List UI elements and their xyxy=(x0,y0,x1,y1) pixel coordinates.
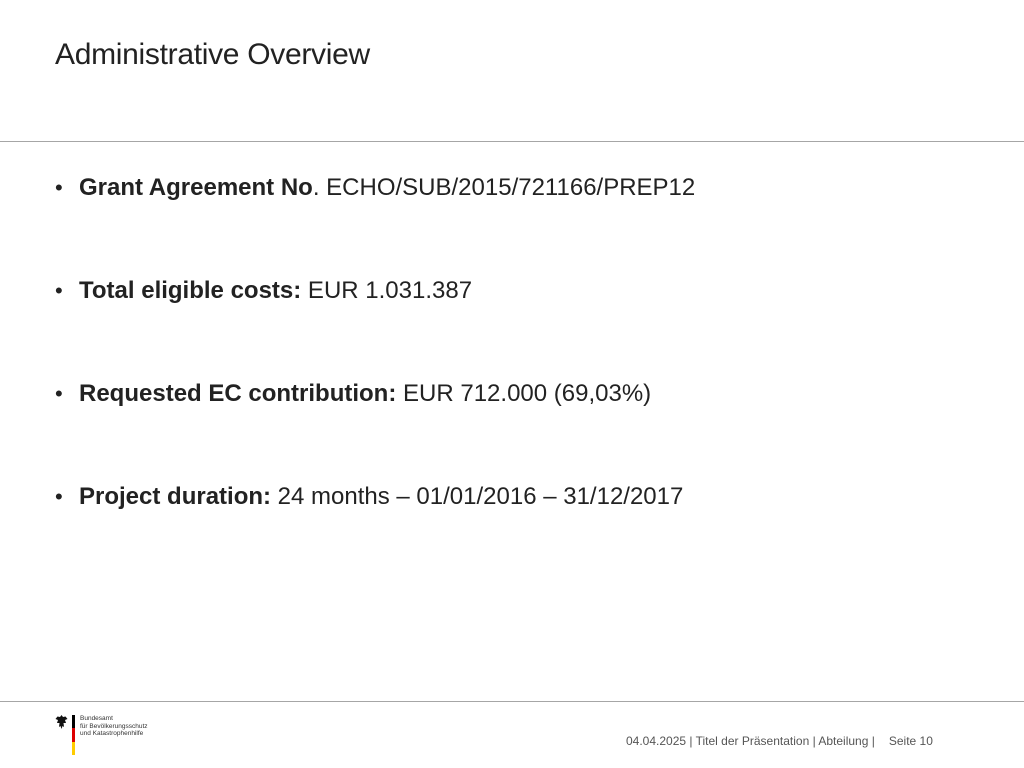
logo-line-3: und Katastrophenhilfe xyxy=(80,730,144,737)
federal-eagle-icon xyxy=(55,714,68,730)
flag-stripe-red xyxy=(72,728,75,741)
bullet-value: EUR 1.031.387 xyxy=(301,277,473,304)
slide-footer xyxy=(626,734,933,748)
bullet-grant-agreement xyxy=(55,170,995,273)
flag-stripe-black xyxy=(72,715,75,728)
flag-bar xyxy=(72,715,75,755)
bullet-project-duration xyxy=(55,479,995,582)
logo-line-2: für Bevölkerungsschutz xyxy=(80,722,148,730)
logo-line-1: Bundesamt xyxy=(80,715,113,722)
logo-text xyxy=(80,715,148,738)
flag-stripe-gold xyxy=(72,742,75,755)
bullet-label: Total eligible costs: xyxy=(79,277,302,304)
bullet-ec-contribution xyxy=(55,376,995,479)
bullet-label: Requested EC contribution: xyxy=(79,380,397,407)
footer-divider xyxy=(0,701,1024,702)
bullet-label: Grant Agreement No xyxy=(79,174,313,201)
header-divider xyxy=(0,141,1024,142)
bullet-value: 24 months – 01/01/2016 – 31/12/2017 xyxy=(271,483,684,510)
bullet-value: EUR 712.000 (69,03%) xyxy=(396,380,652,407)
bullet-dot-icon: • xyxy=(55,484,63,509)
bullet-list xyxy=(55,170,995,582)
bullet-dot-icon: • xyxy=(55,175,63,200)
page-number: Seite 10 xyxy=(888,734,933,748)
slide-title: Administrative Overview xyxy=(55,38,370,71)
bullet-label: Project duration: xyxy=(79,483,272,510)
bullet-total-costs xyxy=(55,273,995,376)
footer-text: 04.04.2025 | Titel der Präsentation | Abteilung | xyxy=(626,734,875,748)
bullet-dot-icon: • xyxy=(55,278,63,303)
agency-logo xyxy=(55,712,165,756)
bullet-value: . ECHO/SUB/2015/721166/PREP12 xyxy=(312,174,696,201)
bullet-dot-icon: • xyxy=(55,381,63,406)
